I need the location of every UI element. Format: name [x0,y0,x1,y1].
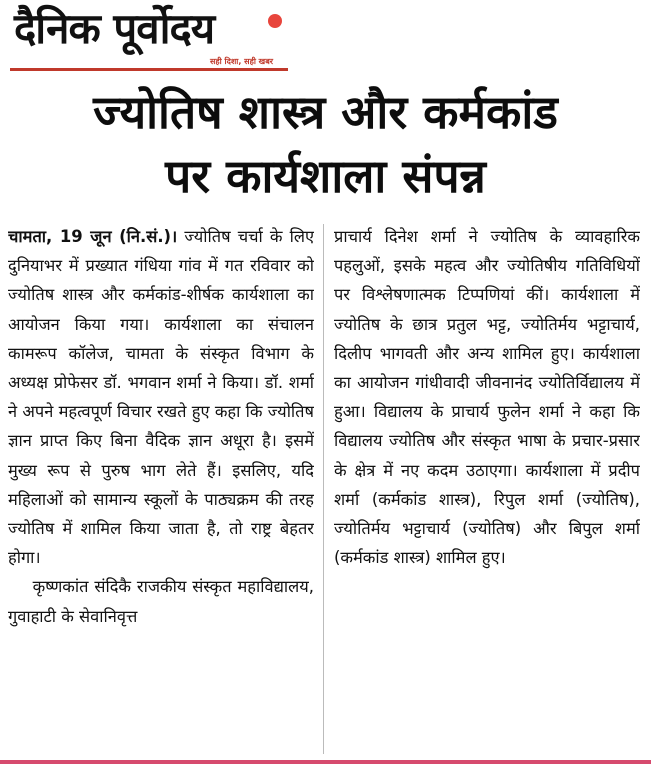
masthead [10,4,290,74]
article-column-left [8,222,314,758]
dateline: चामता, 19 जून (नि.सं.)। [8,227,178,246]
article-body-right: प्राचार्य दिनेश शर्मा ने ज्योतिष के व्यावहारिक पहलुओं, इसके महत्व और ज्योतिषीय गतिविधियों पर विश्लेषणात्मक टिप्पणियां कीं। कार्यशाला में ज्योतिष के छात्र प्रतुल भट्ट, ज्योतिर्मय भट्टाचार्य, दिलीप भागवती और अन्य शामिल हुए। कार्यशाला का आयोजन गांधीवादी जीवनानंद ज्योतिर्विद्यालय में हुआ। विद्यालय के प्राचार्य फुलेन शर्मा ने कहा कि विद्यालय ज्योतिष और संस्कृत भाषा के प्रचार-प्रसार के क्षेत्र में नए कदम उठाएगा। कार्यशाला में प्रदीप शर्मा (कर्मकांड शास्त्र), रिपुल शर्मा (ज्योतिष), ज्योतिर्मय भट्टाचार्य (ज्योतिष) और बिपुल शर्मा (कर्मकांड शास्त्र) शामिल हुए। [334,227,640,568]
tagline: सही दिशा, सही खबर [210,57,274,66]
article-headline [0,80,651,208]
headline-line-1: ज्योतिष शास्त्र और कर्मकांड [93,85,558,139]
headline-line-2: पर कार्यशाला संपन्न [165,149,486,203]
article-column-right [334,222,640,758]
column-divider [323,224,324,754]
masthead-rule [10,68,288,71]
logo-dot-icon [268,14,282,28]
newspaper-logo: दैनिक पूर्वोदय [14,4,215,53]
article-paragraph-2: कृष्णकांत संदिकै राजकीय संस्कृत महाविद्यालय, गुवाहाटी के सेवानिवृत्त [8,577,314,626]
article-body-left: ज्योतिष चर्चा के लिए दुनियाभर में प्रख्यात गंधिया गांव में गत रविवार को ज्योतिष शास्त्र और कर्मकांड-शीर्षक कार्यशाला का आयोजन किया गया। कार्यशाला का संचालन कामरूप कॉलेज, चामता के संस्कृत विभाग के अध्यक्ष प्रोफेसर डॉ. भगवान शर्मा ने किया। डॉ. शर्मा ने अपने महत्वपूर्ण विचार रखते हुए कहा कि ज्योतिष ज्ञान प्राप्त किए बिना वैदिक ज्ञान अधूरा है। इसमें मुख्य रूप से पुरुष भाग लेते हैं। इसलिए, यदि महिलाओं को सामान्य स्कूलों के पाठ्यक्रम की तरह ज्योतिष में शामिल किया जाता है, तो राष्ट्र बेहतर होगा। [8,227,314,568]
bottom-rule [0,760,651,764]
